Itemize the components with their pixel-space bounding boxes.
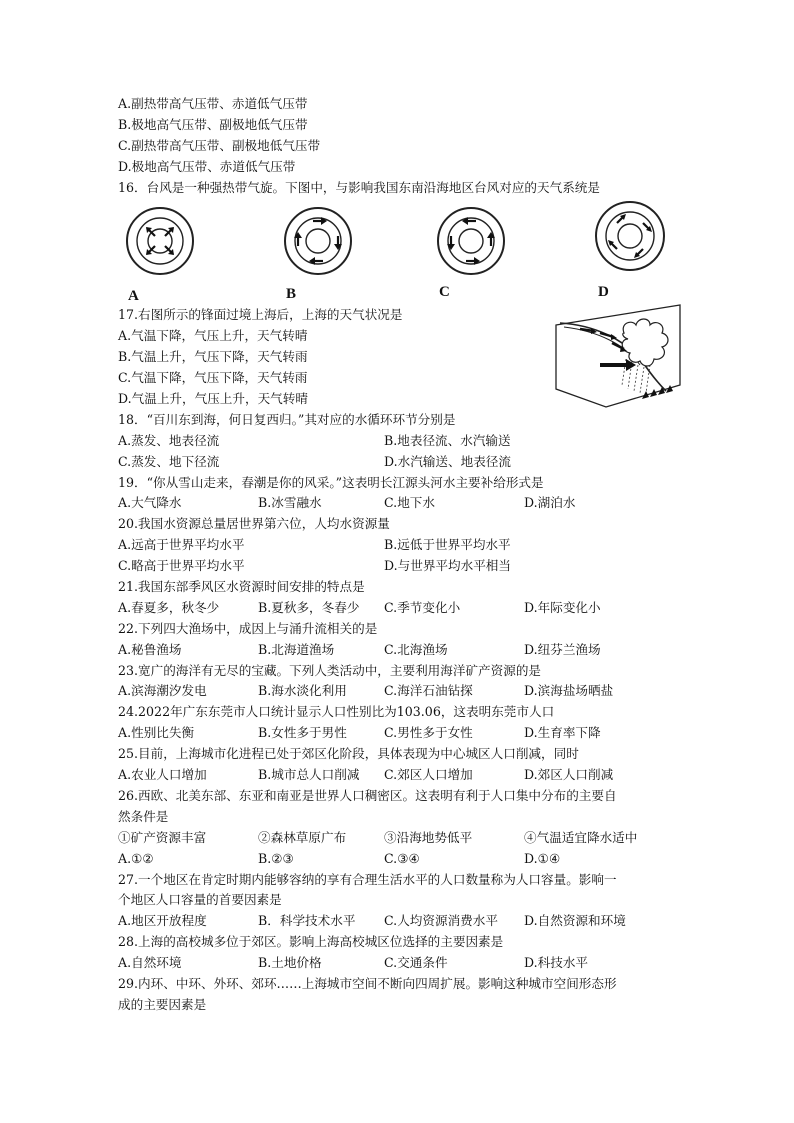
q20-stem: 20.我国水资源总量居世界第六位，人均水资源量 bbox=[118, 516, 390, 532]
q15-option-b: B.极地高气压带、副极地低气压带 bbox=[118, 116, 308, 132]
q18-option-c: C.蒸发、地下径流 bbox=[118, 453, 220, 469]
q18-options-row2 bbox=[118, 452, 678, 473]
q24-options bbox=[118, 723, 678, 744]
q23-option-b: B.海水淡化利用 bbox=[258, 683, 347, 699]
q22-stem: 22.下列四大渔场中，成因上与涌升流相关的是 bbox=[118, 620, 378, 636]
q26-option-d: D.①④ bbox=[524, 850, 561, 866]
q27-stem-line1: 27.一个地区在肯定时期内能够容纳的享有合理生活水平的人口数量称为人口容量。影响一 bbox=[118, 871, 617, 887]
q20-option-d: D.与世界平均水平相当 bbox=[384, 558, 511, 574]
q25-option-d: D.郊区人口削减 bbox=[524, 767, 614, 783]
typhoon-label-c: C bbox=[439, 284, 450, 301]
q26-condition-4: ④气温适宜降水适中 bbox=[524, 829, 638, 845]
q23-option-d: D.滨海盐场晒盐 bbox=[524, 683, 614, 699]
q26-stem-line2: 然条件是 bbox=[118, 808, 169, 824]
q20-options-row1 bbox=[118, 535, 678, 556]
q26-option-b: B.②③ bbox=[258, 850, 294, 866]
q19-options bbox=[118, 493, 678, 514]
q16-typhoon-figures bbox=[118, 200, 678, 305]
q24-option-b: B.女性多于男性 bbox=[258, 725, 347, 741]
typhoon-label-b: B bbox=[286, 286, 297, 303]
q20-options-row2 bbox=[118, 556, 678, 577]
q17-option-a: A.气温下降，气压上升，天气转晴 bbox=[118, 328, 308, 344]
q17-option-c: C.气温下降，气压下降，天气转雨 bbox=[118, 370, 308, 386]
q27-stem-line2: 个地区人口容量的首要因素是 bbox=[118, 892, 282, 908]
q21-stem: 21.我国东部季风区水资源时间安排的特点是 bbox=[118, 579, 365, 595]
q18-option-b: B.地表径流、水汽输送 bbox=[384, 432, 511, 448]
q27-options bbox=[118, 911, 678, 932]
q26-option-a: A.①② bbox=[118, 850, 154, 866]
q26-condition-2: ②森林草原广布 bbox=[258, 829, 347, 845]
q25-option-c: C.郊区人口增加 bbox=[384, 767, 473, 783]
q27-option-c: C.人均资源消费水平 bbox=[384, 913, 498, 929]
q23-stem: 23.宽广的海洋有无尽的宝藏。下列人类活动中，主要利用海洋矿产资源的是 bbox=[118, 662, 542, 678]
q26-stem-line1: 26.西欧、北美东部、东亚和南亚是世界人口稠密区。这表明有利于人口集中分布的主要自 bbox=[118, 787, 617, 803]
q18-options-row1 bbox=[118, 431, 678, 452]
q15-option-a: A.副热带高气压带、赤道低气压带 bbox=[118, 96, 308, 111]
q25-stem: 25.目前，上海城市化进程已处于郊区化阶段，具体表现为中心城区人口削减，同时 bbox=[118, 746, 579, 762]
q28-option-a: A.自然环境 bbox=[118, 955, 182, 971]
q28-stem: 28.上海的高校城多位于郊区。影响上海高校城区位选择的主要因素是 bbox=[118, 934, 504, 950]
q23-option-a: A.滨海潮汐发电 bbox=[118, 683, 207, 699]
q24-option-a: A.性别比失衡 bbox=[118, 725, 195, 741]
q28-option-b: B.土地价格 bbox=[258, 955, 322, 971]
q26-options bbox=[118, 849, 678, 870]
q19-option-b: B.冰雪融水 bbox=[258, 495, 322, 511]
q28-option-d: D.科技水平 bbox=[524, 955, 589, 971]
q26-condition-3: ③沿海地势低平 bbox=[384, 829, 473, 845]
q24-stem: 24.2022年广东东莞市人口统计显示人口性别比为103.06，这表明东莞市人口 bbox=[118, 704, 555, 720]
q27-option-d: D.自然资源和环境 bbox=[524, 913, 626, 929]
q22-option-c: C.北海渔场 bbox=[384, 641, 448, 657]
front-diagram bbox=[554, 303, 682, 412]
typhoon-diagram-b bbox=[283, 206, 353, 276]
q18-option-d: D.水汽输送、地表径流 bbox=[384, 453, 511, 469]
typhoon-diagram-a bbox=[125, 206, 195, 276]
q21-option-c: C.季节变化小 bbox=[384, 599, 461, 615]
q17-option-d: D.气温上升，气压上升，天气转晴 bbox=[118, 391, 308, 407]
q26-option-c: C.③④ bbox=[384, 850, 420, 866]
q18-option-a: A.蒸发、地表径流 bbox=[118, 432, 220, 448]
typhoon-label-d: D bbox=[598, 284, 609, 301]
q18-stem: 18．“百川东到海，何日复西归。”其对应的水循环环节分别是 bbox=[118, 411, 456, 427]
q26-conditions bbox=[118, 828, 678, 849]
q17-option-b: B.气温上升，气压下降，天气转雨 bbox=[118, 349, 308, 365]
q29-stem-line1: 29.内环、中环、外环、郊环……上海城市空间不断向四周扩展。影响这种城市空间形态形 bbox=[118, 975, 617, 991]
q25-options bbox=[118, 765, 678, 786]
q19-option-a: A.大气降水 bbox=[118, 495, 182, 511]
q25-option-a: A.农业人口增加 bbox=[118, 767, 207, 783]
q21-options bbox=[118, 598, 678, 619]
exam-page bbox=[118, 94, 678, 1016]
q17-stem: 17.右图所示的锋面过境上海后，上海的天气状况是 bbox=[118, 307, 403, 323]
q29-stem-line2: 成的主要因素是 bbox=[118, 996, 207, 1012]
q22-option-d: D.纽芬兰渔场 bbox=[524, 641, 601, 657]
typhoon-diagram-d bbox=[594, 200, 666, 272]
q19-stem: 19．“你从雪山走来，春潮是你的风采。”这表明长江源头河水主要补给形式是 bbox=[118, 474, 544, 490]
q15-option-d: D.极地高气压带、赤道低气压带 bbox=[118, 158, 296, 174]
q19-option-c: C.地下水 bbox=[384, 495, 435, 511]
q25-option-b: B.城市总人口削减 bbox=[258, 767, 360, 783]
q23-option-c: C.海洋石油钻探 bbox=[384, 683, 473, 699]
q15-option-c: C.副热带高气压带、副极地低气压带 bbox=[118, 137, 321, 153]
q27-option-a: A.地区开放程度 bbox=[118, 913, 207, 929]
q21-option-b: B.夏秋多，冬春少 bbox=[258, 599, 360, 615]
q28-option-c: C.交通条件 bbox=[384, 955, 448, 971]
typhoon-diagram-c bbox=[436, 206, 506, 276]
q21-option-d: D.年际变化小 bbox=[524, 599, 601, 615]
q24-option-d: D.生育率下降 bbox=[524, 725, 601, 741]
q26-condition-1: ①矿产资源丰富 bbox=[118, 829, 207, 845]
q22-option-b: B.北海道渔场 bbox=[258, 641, 335, 657]
q24-option-c: C.男性多于女性 bbox=[384, 725, 473, 741]
q22-options bbox=[118, 640, 678, 661]
q21-option-a: A.春夏多，秋冬少 bbox=[118, 599, 220, 615]
q16-stem: 16．台风是一种强热带气旋。下图中，与影响我国东南沿海地区台风对应的天气系统是 bbox=[118, 179, 600, 195]
typhoon-label-a: A bbox=[128, 288, 139, 305]
q19-option-d: D.湖泊水 bbox=[524, 495, 576, 511]
q20-option-b: B.远低于世界平均水平 bbox=[384, 537, 511, 553]
q20-option-a: A.远高于世界平均水平 bbox=[118, 537, 245, 553]
q27-option-b: B．科学技术水平 bbox=[258, 913, 356, 929]
q28-options bbox=[118, 953, 678, 974]
q20-option-c: C.略高于世界平均水平 bbox=[118, 558, 245, 574]
q22-option-a: A.秘鲁渔场 bbox=[118, 641, 182, 657]
q23-options bbox=[118, 681, 678, 702]
